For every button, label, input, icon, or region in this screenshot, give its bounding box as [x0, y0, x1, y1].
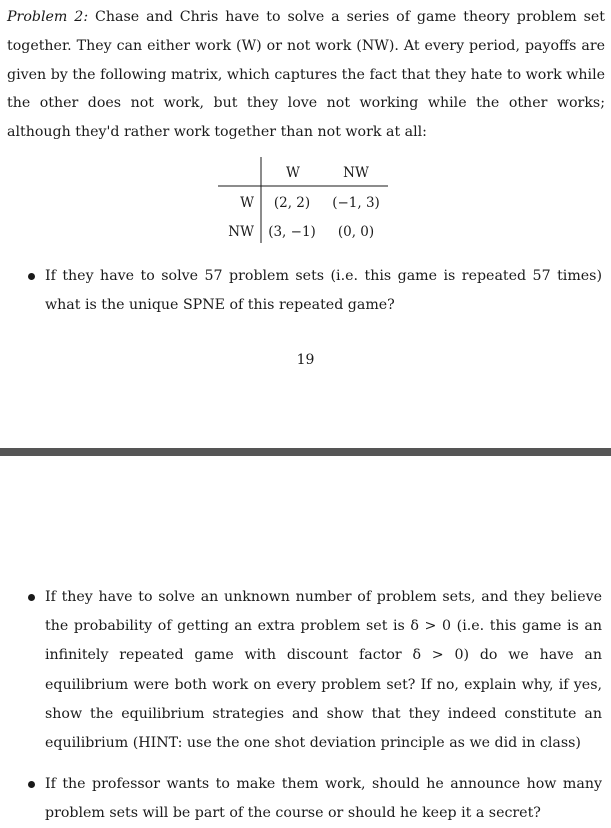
bullet-icon — [28, 781, 35, 788]
question-2-text: If they have to solve an unknown number of problem sets, and they believe the probability of getting an extra problem set is δ > 0 (i.e. this game is an infinitely repeated game with discount factor δ > 0) do we have an equilibrium were both work on every problem set? If no, explain why, if yes, show the equilibrium strategies and show that they indeed constitute an equilibrium (HINT: use the one shot deviation principle as we did in class) — [45, 589, 602, 752]
col-header-w: W — [286, 165, 300, 181]
problem-statement — [7, 3, 605, 147]
bullet-icon — [28, 273, 35, 280]
page-divider — [0, 448, 611, 456]
problem-intro: Chase and Chris have to solve a series of game theory problem set together. They can either work (W) or not work (NW). At every period, payoffs are given by the following matrix, which captures the fact that they hate to work while the other does not work, but they love not working while the other works; although they'd rather work together than not work at all: — [7, 9, 605, 141]
question-3 — [28, 770, 602, 828]
problem-label: Problem 2: — [7, 9, 89, 25]
question-2 — [28, 583, 602, 758]
row-header-nw: NW — [228, 224, 254, 240]
page-number: 19 — [296, 352, 315, 368]
payoff-matrix — [0, 155, 611, 250]
question-1-text: If they have to solve 57 problem sets (i.e. this game is repeated 57 times) what is the unique SPNE of this repeated game? — [45, 268, 602, 314]
cell-nw-w: (3, −1) — [268, 224, 316, 240]
row-header-w: W — [240, 195, 254, 211]
question-3-text: If the professor wants to make them work, should he announce how many problem sets will be part of the course or should he keep it a secret? — [45, 776, 602, 822]
page-bottom — [0, 456, 611, 824]
col-header-nw: NW — [343, 165, 369, 181]
cell-nw-nw: (0, 0) — [337, 224, 375, 240]
cell-w-nw: (−1, 3) — [332, 195, 380, 211]
question-1 — [28, 262, 602, 320]
cell-w-w: (2, 2) — [273, 195, 311, 211]
bullet-icon — [28, 594, 35, 601]
